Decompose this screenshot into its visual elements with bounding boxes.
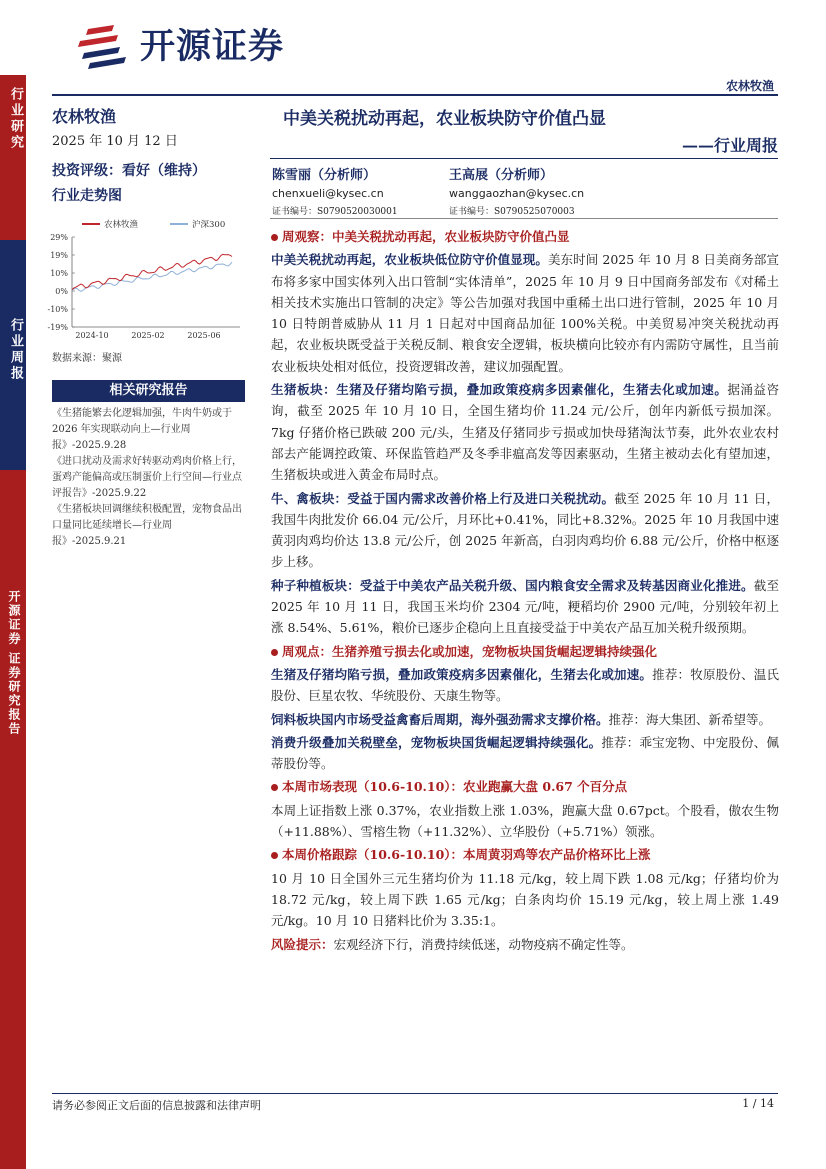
analyst-block <box>449 164 584 217</box>
paragraph: 牛、禽板块：受益于国内需求改善价格上行及进口关税扰动。截至 2025 年 10 月 11 日，我国牛肉批发价 66.04 元/公斤，月环比+0.41%，同比+8.32%。2025 年 10 月我国中速黄羽肉鸡均价达 13.8 元/公斤，创 2025 年新高，白羽肉鸡均价 6.88 元/公斤，价格中枢逐步上移。 <box>271 490 779 570</box>
y-tick-label: -10% <box>47 305 68 314</box>
paragraph: 中美关税扰动再起，农业板块低位防守价值显现。美东时间 2025 年 10 月 8 日美商务部宣布将多家中国实体列入出口管制“实体清单”，2025 年 10 月 9 日中国商务部发布《对稀土相关技术实施出口管制的决定》等公告加强对我国中重稀土出口进行管制，2025 年 10 月 10 日特朗普威胁从 11 月 1 日起对中国商品加征 100%关税。中美贸易冲突关税扰动再起，农业板块既受益于关税反制、粮食安全逻辑，板块横向比较亦有内需防守属性，且当前农业板块处相对低位，投资逻辑改善，建议加强配置。 <box>271 252 779 374</box>
sidebar-top-label: 行业研究 <box>8 87 23 151</box>
paragraph: 生猪及仔猪均陷亏损，叠加政策疫病多因素催化，生猪去化或加速。推荐：牧原股份、温氏股份、巨星农牧、华统股份、天康生物等。 <box>271 666 779 704</box>
report-date: 2025 年 10 月 12 日 <box>52 134 178 149</box>
y-tick-label: 19% <box>50 251 68 260</box>
bullet-icon <box>271 784 278 791</box>
sidebar-bottom <box>0 470 26 1169</box>
header-divider <box>52 94 778 96</box>
paragraph: 消费升级叠加关税壁垒，宠物板块国货崛起逻辑持续强化。推荐：乖宝宠物、中宠股份、佩蒂股份等。 <box>271 734 779 772</box>
sidebar-top <box>0 75 26 240</box>
series-line-agri <box>72 254 232 289</box>
x-tick-label: 2025-02 <box>131 331 165 340</box>
paragraph: 饲料板块国内市场受益禽畜后周期，海外强劲需求支撑价格。推荐：海大集团、新希望等。 <box>271 711 772 727</box>
brand-name: 开源证券 <box>140 27 285 67</box>
series-line-hs300 <box>72 262 232 291</box>
legend-label: 农林牧渔 <box>104 220 139 230</box>
risk-paragraph: 风险提示：宏观经济下行，消费持续低迷，动物疫病不确定性等。 <box>271 936 634 952</box>
x-tick-label: 2025-06 <box>187 331 221 340</box>
paragraph: 种子种植板块：受益于中美农产品关税升级、国内粮食安全需求及转基因商业化推进。截至 2025 年 10 月 11 日，我国玉米均价 2304 元/吨，粳稻均价 2900 元/吨，分别较年初上涨 8.54%、5.61%，粮价已逐步企稳向上且直接受益于中美农产品互加关税升级预期。 <box>271 577 779 636</box>
section-heading: 本周价格跟踪（10.6-10.10）：本周黄羽鸡等农产品价格环比上涨 <box>271 844 779 865</box>
sidebar-middle-label: 行业周报 <box>8 318 23 382</box>
bullet-icon <box>271 649 278 656</box>
industry-name: 农林牧渔 <box>52 107 117 126</box>
y-tick-label: 10% <box>50 269 68 278</box>
section-heading: 周观察：中美关税扰动再起，农业板块防守价值凸显 <box>271 226 779 247</box>
related-report-item[interactable]: 《生猪能繁去化逻辑加强，牛肉牛奶或于 2026 年实现联动向上—行业周报》-2025.9.28 <box>52 408 232 451</box>
analyst-block <box>272 164 398 217</box>
sidebar-bottom-label: 开源证券 证券研究报告 <box>7 590 21 737</box>
related-reports-list <box>52 406 245 550</box>
chart-source: 数据来源：聚源 <box>52 353 122 364</box>
y-tick-label: 0% <box>55 287 68 296</box>
related-report-item[interactable]: 《生猪板块回调继续积极配置，宠物食品出口量同比延续增长—行业周报》-2025.9.21 <box>52 504 242 547</box>
related-report-item[interactable]: 《进口扰动及需求好转驱动鸡肉价格上行，蛋鸡产能偏高或压制蛋价上行空间—行业点评报告》-2025.9.22 <box>52 456 242 499</box>
sidebar-middle <box>0 240 26 470</box>
analyst-cert: 证书编号：S0790520030001 <box>272 207 398 217</box>
section-heading: 周观点：生猪养殖亏损去化或加速，宠物板块国货崛起逻辑持续强化 <box>271 641 779 662</box>
y-tick-label: 29% <box>50 233 68 242</box>
header-industry-tag: 农林牧渔 <box>725 79 774 93</box>
page-number: 1 / 14 <box>742 1097 774 1110</box>
legend-label: 沪深300 <box>192 220 226 230</box>
trend-chart <box>44 212 244 347</box>
paragraph: 生猪板块：生猪及仔猪均陷亏损，叠加政策疫病多因素催化，生猪去化或加速。据涌益咨询，截至 2025 年 10 月 10 日，全国生猪均价 11.24 元/公斤，创年内新低亏损加深。7kg 仔猪价格已跌破 200 元/头，生猪及仔猪同步亏损或加快母猪淘汰节奏，此外农业农村部去产能调控政策、环保监管趋严及冬季非瘟高发等因素驱动，生猪主被动去化有望加速，生猪板块或进入黄金布局时点。 <box>271 382 779 483</box>
paragraph: 本周上证指数上涨 0.37%，农业指数上涨 1.03%，跑赢大盘 0.67pct。个股看，傲农生物（+11.88%）、雪榕生物（+11.32%）、立华股份（+5.71%）领涨。 <box>271 802 779 840</box>
bullet-icon <box>271 234 278 241</box>
analyst-name: 王高展（分析师） <box>449 168 554 183</box>
trend-chart-title: 行业走势图 <box>52 188 122 204</box>
report-body <box>271 226 779 957</box>
investment-rating: 投资评级：看好（维持） <box>52 163 206 179</box>
report-title: 中美关税扰动再起，农业板块防守价值凸显 <box>283 109 606 129</box>
brand-logo-icon <box>74 23 134 69</box>
title-divider <box>270 158 778 159</box>
footer-divider <box>52 1093 778 1094</box>
bullet-icon <box>271 852 278 859</box>
y-tick-label: -19% <box>47 323 68 332</box>
footer-disclaimer: 请务必参阅正文后面的信息披露和法律声明 <box>52 1099 261 1112</box>
analyst-email[interactable]: wanggaozhan@kysec.cn <box>449 187 585 200</box>
section-heading: 本周市场表现（10.6-10.10）：农业跑赢大盘 0.67 个百分点 <box>271 776 779 797</box>
analyst-email[interactable]: chenxueli@kysec.cn <box>272 187 384 200</box>
analyst-divider <box>270 218 778 219</box>
paragraph: 10 月 10 日全国外三元生猪均价为 11.18 元/kg，较上周下跌 1.08 元/kg；仔猪均价为 18.72 元/kg，较上周下跌 1.65 元/kg；白条肉均价 15.19 元/kg，较上周上涨 1.49 元/kg。10 月 10 日猪料比价为 3.35:1。 <box>271 870 779 929</box>
related-reports-title: 相关研究报告 <box>52 380 245 402</box>
report-subtitle: ——行业周报 <box>681 136 778 155</box>
analyst-cert: 证书编号：S0790525070003 <box>449 207 575 217</box>
x-tick-label: 2024-10 <box>75 331 109 340</box>
analyst-name: 陈雪丽（分析师） <box>272 168 377 183</box>
